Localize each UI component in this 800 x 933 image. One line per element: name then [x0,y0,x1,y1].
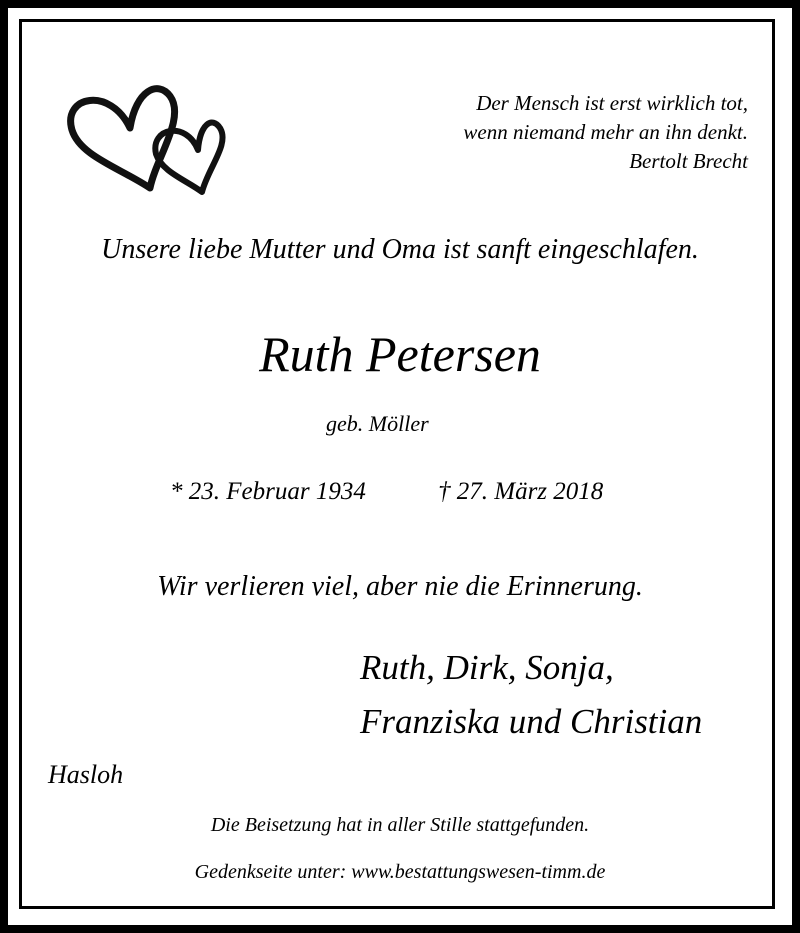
maiden-name: geb. Möller [326,411,429,436]
quote-line-1: Der Mensch ist erst wirklich tot, [476,91,748,115]
place-name: Hasloh [48,760,124,789]
notice-outer-frame [8,8,792,925]
two-hearts-icon [58,68,278,218]
intro-text: Unsere liebe Mutter und Oma ist sanft eingeschlafen. [101,234,699,265]
mourners-line-2: Franziska und Christian [360,702,703,741]
birth-date: * 23. Februar 1934 [170,478,366,505]
memorial-page-link: Gedenkseite unter: www.bestattungswesen-timm.de [194,861,606,883]
death-date: † 27. März 2018 [438,478,604,505]
quote-line-2: wenn niemand mehr an ihn denkt. [463,120,748,144]
mourners-line-1: Ruth, Dirk, Sonja, [360,648,614,687]
deceased-name: Ruth Petersen [259,326,541,382]
quote-author: Bertolt Brecht [629,149,748,173]
memory-line: Wir verlieren viel, aber nie die Erinnerung. [157,571,643,602]
burial-note: Die Beisetzung hat in aller Stille stattgefunden. [210,814,590,836]
